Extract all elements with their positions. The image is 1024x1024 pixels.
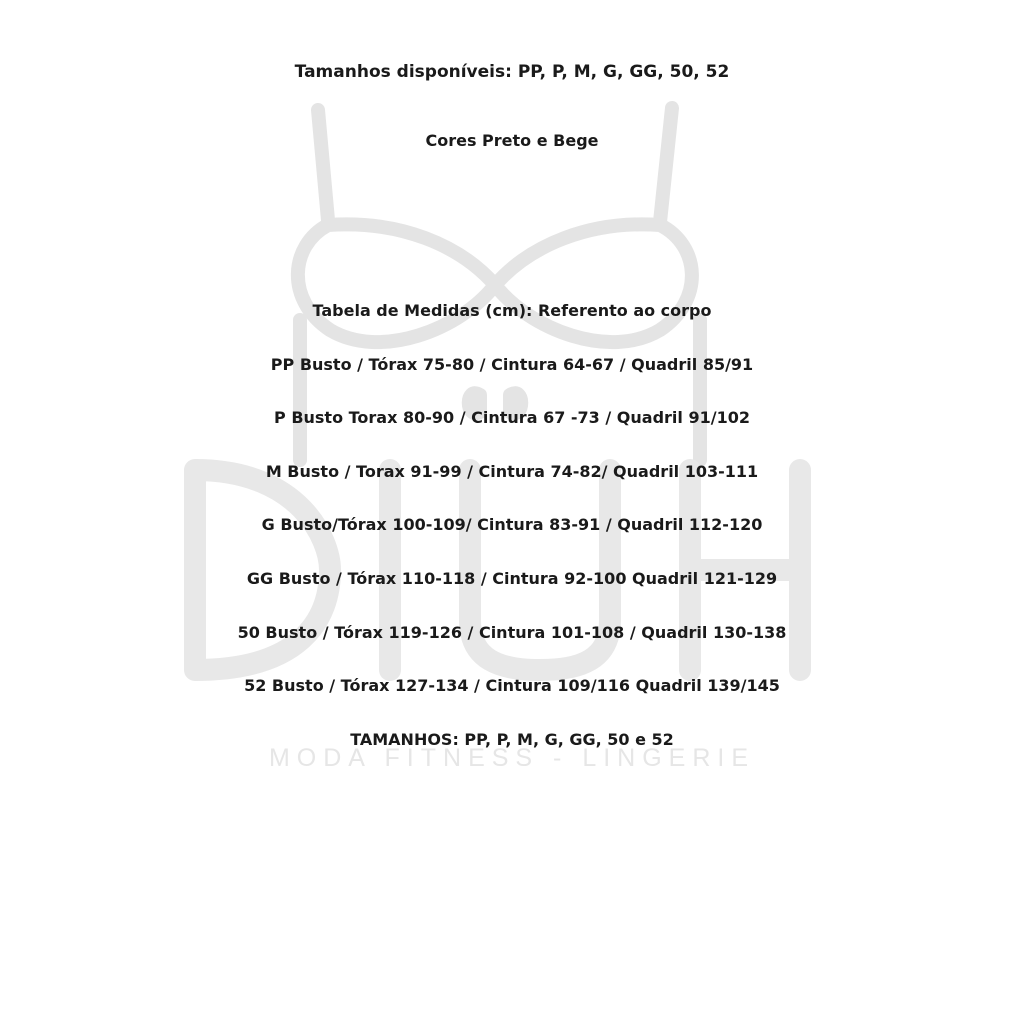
size-table-title: Tabela de Medidas (cm): Referento ao corpo [312, 301, 712, 320]
size-row-52: 52 Busto / Tórax 127-134 / Cintura 109/116 Quadril 139/145 [244, 676, 780, 696]
size-row-50: 50 Busto / Tórax 119-126 / Cintura 101-108 / Quadril 130-138 [237, 622, 787, 642]
watermark-tagline: MODA FITNESS - LINGERIE [268, 744, 756, 772]
sizes-available-text: Tamanhos disponíveis: PP, P, M, G, GG, 50, 52 [294, 62, 730, 82]
colors-text: Cores Preto e Bege [425, 131, 599, 150]
size-row-p: P Busto Torax 80-90 / Cintura 67 -73 / Quadril 91/102 [274, 408, 750, 428]
size-row-g: G Busto/Tórax 100-109/ Cintura 83-91 / Quadril 112-120 [261, 515, 763, 535]
sizes-footer: TAMANHOS: PP, P, M, G, GG, 50 e 52 [350, 729, 674, 749]
size-row-gg: GG Busto / Tórax 110-118 / Cintura 92-100 Quadril 121-129 [246, 568, 778, 588]
size-row-m: M Busto / Torax 91-99 / Cintura 74-82/ Quadril 103-111 [265, 461, 759, 481]
size-row-pp: PP Busto / Tórax 75-80 / Cintura 64-67 / Quadril 85/91 [270, 354, 754, 374]
size-table [0, 284, 1024, 766]
